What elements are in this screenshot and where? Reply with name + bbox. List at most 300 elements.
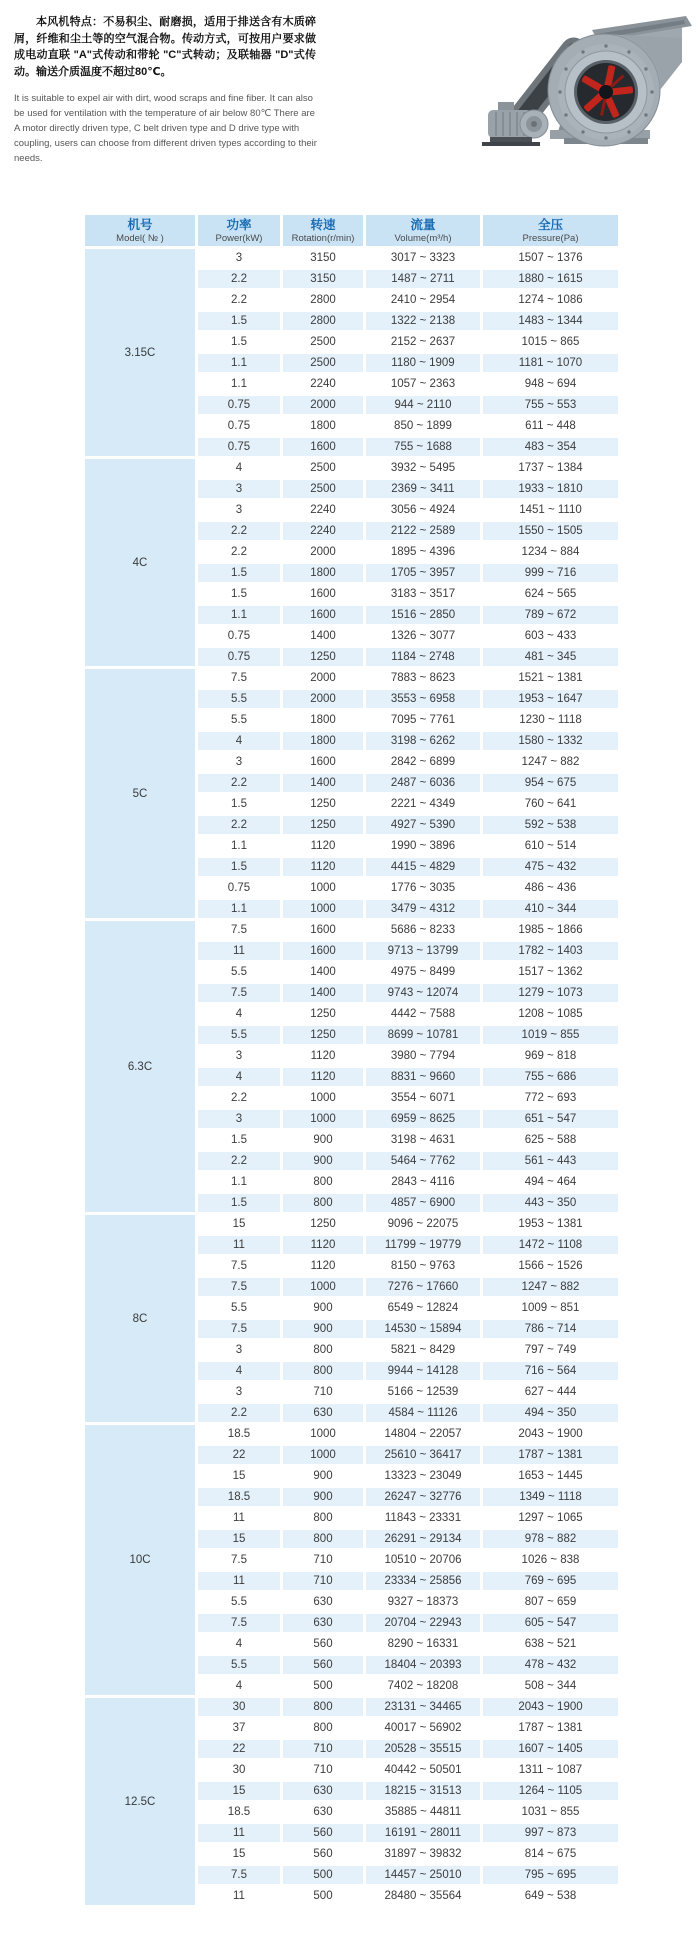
power-cell: 7.5 — [198, 1278, 280, 1296]
spec-row — [85, 459, 618, 477]
pressure-cell: 1247 ~ 882 — [483, 1278, 618, 1296]
power-cell: 1.5 — [198, 795, 280, 813]
power-cell: 2.2 — [198, 291, 280, 309]
power-cell: 5.5 — [198, 711, 280, 729]
power-cell: 1.5 — [198, 1131, 280, 1149]
rotation-cell: 800 — [283, 1509, 363, 1527]
volume-cell: 4975 ~ 8499 — [366, 963, 480, 981]
pressure-cell: 786 ~ 714 — [483, 1320, 618, 1338]
volume-cell: 20704 ~ 22943 — [366, 1614, 480, 1632]
volume-cell: 9944 ~ 14128 — [366, 1362, 480, 1380]
rotation-cell: 900 — [283, 1131, 363, 1149]
power-cell: 5.5 — [198, 963, 280, 981]
volume-cell: 3554 ~ 6071 — [366, 1089, 480, 1107]
volume-cell: 18404 ~ 20393 — [366, 1656, 480, 1674]
power-cell: 2.2 — [198, 816, 280, 834]
volume-cell: 3553 ~ 6958 — [366, 690, 480, 708]
rotation-cell: 1600 — [283, 942, 363, 960]
volume-cell: 8290 ~ 16331 — [366, 1635, 480, 1653]
power-cell: 11 — [198, 1236, 280, 1254]
pressure-cell: 807 ~ 659 — [483, 1593, 618, 1611]
rotation-cell: 1800 — [283, 564, 363, 582]
power-cell: 1.5 — [198, 585, 280, 603]
model-group-8C — [85, 1215, 618, 1422]
volume-cell: 11799 ~ 19779 — [366, 1236, 480, 1254]
volume-cell: 850 ~ 1899 — [366, 417, 480, 435]
volume-cell: 944 ~ 2110 — [366, 396, 480, 414]
pressure-cell: 1019 ~ 855 — [483, 1026, 618, 1044]
rotation-cell: 1400 — [283, 774, 363, 792]
power-cell: 7.5 — [198, 1320, 280, 1338]
volume-cell: 9327 ~ 18373 — [366, 1593, 480, 1611]
volume-cell: 4927 ~ 5390 — [366, 816, 480, 834]
volume-cell: 13323 ~ 23049 — [366, 1467, 480, 1485]
volume-cell: 8699 ~ 10781 — [366, 1026, 480, 1044]
pressure-cell: 1787 ~ 1381 — [483, 1719, 618, 1737]
power-cell: 0.75 — [198, 648, 280, 666]
pressure-cell: 1933 ~ 1810 — [483, 480, 618, 498]
pressure-cell: 1607 ~ 1405 — [483, 1740, 618, 1758]
power-cell: 3 — [198, 1383, 280, 1401]
rotation-cell: 1600 — [283, 921, 363, 939]
volume-cell: 1322 ~ 2138 — [366, 312, 480, 330]
power-cell: 15 — [198, 1782, 280, 1800]
power-cell: 1.5 — [198, 333, 280, 351]
rotation-cell: 1600 — [283, 606, 363, 624]
volume-cell: 2843 ~ 4116 — [366, 1173, 480, 1191]
volume-cell: 1184 ~ 2748 — [366, 648, 480, 666]
pressure-cell: 954 ~ 675 — [483, 774, 618, 792]
rotation-cell: 1000 — [283, 1110, 363, 1128]
power-cell: 11 — [198, 942, 280, 960]
power-cell: 30 — [198, 1761, 280, 1779]
volume-cell: 3980 ~ 7794 — [366, 1047, 480, 1065]
power-cell: 5.5 — [198, 690, 280, 708]
pressure-cell: 1349 ~ 1118 — [483, 1488, 618, 1506]
model-group-5C — [85, 669, 618, 918]
rotation-cell: 2000 — [283, 543, 363, 561]
volume-cell: 26247 ~ 32776 — [366, 1488, 480, 1506]
pressure-cell: 769 ~ 695 — [483, 1572, 618, 1590]
pressure-cell: 475 ~ 432 — [483, 858, 618, 876]
volume-cell: 25610 ~ 36417 — [366, 1446, 480, 1464]
centrifugal-fan-illustration — [446, 8, 698, 150]
model-cell: 8C — [85, 1215, 195, 1422]
rotation-cell: 560 — [283, 1845, 363, 1863]
rotation-cell: 2500 — [283, 480, 363, 498]
pressure-cell: 1521 ~ 1381 — [483, 669, 618, 687]
power-cell: 11 — [198, 1509, 280, 1527]
specs-table — [82, 212, 621, 1908]
rotation-cell: 1250 — [283, 1215, 363, 1233]
rotation-cell: 710 — [283, 1572, 363, 1590]
volume-cell: 14804 ~ 22057 — [366, 1425, 480, 1443]
model-cell: 6.3C — [85, 921, 195, 1212]
spec-row — [85, 669, 618, 687]
volume-cell: 1326 ~ 3077 — [366, 627, 480, 645]
power-cell: 22 — [198, 1446, 280, 1464]
rotation-cell: 3150 — [283, 249, 363, 267]
power-cell: 11 — [198, 1887, 280, 1905]
rotation-cell: 2000 — [283, 396, 363, 414]
pressure-cell: 486 ~ 436 — [483, 879, 618, 897]
volume-cell: 1705 ~ 3957 — [366, 564, 480, 582]
rotation-cell: 1250 — [283, 648, 363, 666]
pressure-cell: 1297 ~ 1065 — [483, 1509, 618, 1527]
pressure-cell: 1208 ~ 1085 — [483, 1005, 618, 1023]
power-cell: 3 — [198, 249, 280, 267]
power-cell: 5.5 — [198, 1299, 280, 1317]
model-group-4C — [85, 459, 618, 666]
pressure-cell: 978 ~ 882 — [483, 1530, 618, 1548]
spec-row — [85, 1425, 618, 1443]
model-group-12.5C — [85, 1698, 618, 1905]
intro-paragraph-zh: 本风机特点：不易积尘、耐磨损，适用于排送含有木质碎屑，纤维和尘土等的空气混合物。传动方式，可按用户要求做成电动直联 "A"式传动和带轮 "C"式转动；及联轴器 "D"式传动。输送介质温度不超过80℃。 — [14, 16, 316, 78]
pressure-cell: 1181 ~ 1070 — [483, 354, 618, 372]
rotation-cell: 800 — [283, 1173, 363, 1191]
volume-cell: 1776 ~ 3035 — [366, 879, 480, 897]
power-cell: 2.2 — [198, 270, 280, 288]
volume-cell: 2152 ~ 2637 — [366, 333, 480, 351]
volume-cell: 2221 ~ 4349 — [366, 795, 480, 813]
volume-cell: 5464 ~ 7762 — [366, 1152, 480, 1170]
volume-cell: 4415 ~ 4829 — [366, 858, 480, 876]
pressure-cell: 1507 ~ 1376 — [483, 249, 618, 267]
pressure-cell: 649 ~ 538 — [483, 1887, 618, 1905]
pressure-cell: 443 ~ 350 — [483, 1194, 618, 1212]
power-cell: 1.1 — [198, 606, 280, 624]
rotation-cell: 1600 — [283, 753, 363, 771]
pressure-cell: 999 ~ 716 — [483, 564, 618, 582]
power-cell: 3 — [198, 1047, 280, 1065]
volume-cell: 3017 ~ 3323 — [366, 249, 480, 267]
rotation-cell: 500 — [283, 1887, 363, 1905]
rotation-cell: 800 — [283, 1194, 363, 1212]
power-cell: 7.5 — [198, 1614, 280, 1632]
model-group-10C — [85, 1425, 618, 1695]
volume-cell: 3183 ~ 3517 — [366, 585, 480, 603]
rotation-cell: 560 — [283, 1656, 363, 1674]
pressure-cell: 1009 ~ 851 — [483, 1299, 618, 1317]
rotation-cell: 1000 — [283, 1278, 363, 1296]
rotation-cell: 1600 — [283, 438, 363, 456]
pressure-cell: 1234 ~ 884 — [483, 543, 618, 561]
rotation-cell: 630 — [283, 1782, 363, 1800]
header-pressure — [483, 215, 618, 246]
rotation-cell: 1250 — [283, 795, 363, 813]
volume-cell: 5686 ~ 8233 — [366, 921, 480, 939]
power-cell: 0.75 — [198, 879, 280, 897]
pressure-cell: 1311 ~ 1087 — [483, 1761, 618, 1779]
volume-cell: 5821 ~ 8429 — [366, 1341, 480, 1359]
model-cell: 3.15C — [85, 249, 195, 456]
pressure-cell: 755 ~ 553 — [483, 396, 618, 414]
header-model — [85, 215, 195, 246]
volume-cell: 3056 ~ 4924 — [366, 501, 480, 519]
power-cell: 11 — [198, 1824, 280, 1842]
pressure-cell: 1787 ~ 1381 — [483, 1446, 618, 1464]
power-cell: 1.1 — [198, 375, 280, 393]
rotation-cell: 800 — [283, 1719, 363, 1737]
rotation-cell: 900 — [283, 1488, 363, 1506]
model-group-3.15C — [85, 249, 618, 456]
pressure-cell: 1274 ~ 1086 — [483, 291, 618, 309]
power-cell: 2.2 — [198, 774, 280, 792]
rotation-cell: 2000 — [283, 669, 363, 687]
rotation-cell: 900 — [283, 1299, 363, 1317]
power-cell: 0.75 — [198, 438, 280, 456]
pressure-cell: 494 ~ 350 — [483, 1404, 618, 1422]
pressure-cell: 795 ~ 695 — [483, 1866, 618, 1884]
power-cell: 15 — [198, 1467, 280, 1485]
header-pressure-en: Pressure(Pa) — [522, 232, 579, 244]
rotation-cell: 710 — [283, 1383, 363, 1401]
volume-cell: 40442 ~ 50501 — [366, 1761, 480, 1779]
rotation-cell: 1000 — [283, 1446, 363, 1464]
rotation-cell: 2500 — [283, 354, 363, 372]
intro-section — [14, 14, 330, 166]
pressure-cell: 716 ~ 564 — [483, 1362, 618, 1380]
volume-cell: 9713 ~ 13799 — [366, 942, 480, 960]
rotation-cell: 710 — [283, 1761, 363, 1779]
power-cell: 7.5 — [198, 1866, 280, 1884]
pressure-cell: 483 ~ 354 — [483, 438, 618, 456]
pressure-cell: 1230 ~ 1118 — [483, 711, 618, 729]
volume-cell: 4857 ~ 6900 — [366, 1194, 480, 1212]
pressure-cell: 1550 ~ 1505 — [483, 522, 618, 540]
power-cell: 0.75 — [198, 417, 280, 435]
volume-cell: 7276 ~ 17660 — [366, 1278, 480, 1296]
header-power-zh: 功率 — [226, 217, 252, 232]
rotation-cell: 1250 — [283, 1026, 363, 1044]
volume-cell: 1516 ~ 2850 — [366, 606, 480, 624]
power-cell: 15 — [198, 1845, 280, 1863]
volume-cell: 18215 ~ 31513 — [366, 1782, 480, 1800]
volume-cell: 9096 ~ 22075 — [366, 1215, 480, 1233]
volume-cell: 2487 ~ 6036 — [366, 774, 480, 792]
pressure-cell: 627 ~ 444 — [483, 1383, 618, 1401]
power-cell: 2.2 — [198, 543, 280, 561]
pressure-cell: 772 ~ 693 — [483, 1089, 618, 1107]
rotation-cell: 1400 — [283, 963, 363, 981]
volume-cell: 3198 ~ 6262 — [366, 732, 480, 750]
rotation-cell: 1000 — [283, 900, 363, 918]
spec-row — [85, 249, 618, 267]
rotation-cell: 2800 — [283, 312, 363, 330]
pressure-cell: 797 ~ 749 — [483, 1341, 618, 1359]
volume-cell: 4442 ~ 7588 — [366, 1005, 480, 1023]
volume-cell: 2842 ~ 6899 — [366, 753, 480, 771]
pressure-cell: 1566 ~ 1526 — [483, 1257, 618, 1275]
rotation-cell: 2000 — [283, 690, 363, 708]
pressure-cell: 1483 ~ 1344 — [483, 312, 618, 330]
pressure-cell: 1279 ~ 1073 — [483, 984, 618, 1002]
rotation-cell: 1400 — [283, 984, 363, 1002]
volume-cell: 2122 ~ 2589 — [366, 522, 480, 540]
power-cell: 3 — [198, 753, 280, 771]
model-cell: 10C — [85, 1425, 195, 1695]
pressure-cell: 508 ~ 344 — [483, 1677, 618, 1695]
pressure-cell: 561 ~ 443 — [483, 1152, 618, 1170]
power-cell: 1.1 — [198, 837, 280, 855]
power-cell: 22 — [198, 1740, 280, 1758]
pressure-cell: 969 ~ 818 — [483, 1047, 618, 1065]
power-cell: 7.5 — [198, 921, 280, 939]
rotation-cell: 560 — [283, 1635, 363, 1653]
pressure-cell: 1782 ~ 1403 — [483, 942, 618, 960]
volume-cell: 1057 ~ 2363 — [366, 375, 480, 393]
volume-cell: 7402 ~ 18208 — [366, 1677, 480, 1695]
power-cell: 7.5 — [198, 1257, 280, 1275]
rotation-cell: 2240 — [283, 375, 363, 393]
pressure-cell: 610 ~ 514 — [483, 837, 618, 855]
rotation-cell: 1400 — [283, 627, 363, 645]
rotation-cell: 2500 — [283, 459, 363, 477]
model-cell: 12.5C — [85, 1698, 195, 1905]
header-pressure-zh: 全压 — [537, 217, 563, 232]
power-cell: 0.75 — [198, 396, 280, 414]
header-rotation — [283, 215, 363, 246]
header-rotation-en: Rotation(r/min) — [291, 232, 355, 244]
header-model-zh: 机号 — [127, 217, 153, 232]
rotation-cell: 710 — [283, 1740, 363, 1758]
header-power-en: Power(kW) — [215, 232, 263, 244]
power-cell: 4 — [198, 1005, 280, 1023]
volume-cell: 3932 ~ 5495 — [366, 459, 480, 477]
volume-cell: 755 ~ 1688 — [366, 438, 480, 456]
model-cell: 4C — [85, 459, 195, 666]
spec-row — [85, 1698, 618, 1716]
rotation-cell: 2800 — [283, 291, 363, 309]
rotation-cell: 630 — [283, 1614, 363, 1632]
power-cell: 3 — [198, 501, 280, 519]
pressure-cell: 1247 ~ 882 — [483, 753, 618, 771]
pressure-cell: 651 ~ 547 — [483, 1110, 618, 1128]
power-cell: 7.5 — [198, 1551, 280, 1569]
pressure-cell: 1880 ~ 1615 — [483, 270, 618, 288]
header-power — [198, 215, 280, 246]
pressure-cell: 592 ~ 538 — [483, 816, 618, 834]
rotation-cell: 800 — [283, 1530, 363, 1548]
pressure-cell: 1517 ~ 1362 — [483, 963, 618, 981]
pressure-cell: 1451 ~ 1110 — [483, 501, 618, 519]
rotation-cell: 900 — [283, 1467, 363, 1485]
rotation-cell: 1800 — [283, 417, 363, 435]
rotation-cell: 1120 — [283, 1236, 363, 1254]
power-cell: 3 — [198, 1110, 280, 1128]
pressure-cell: 760 ~ 641 — [483, 795, 618, 813]
power-cell: 5.5 — [198, 1026, 280, 1044]
volume-cell: 3198 ~ 4631 — [366, 1131, 480, 1149]
rotation-cell: 1120 — [283, 837, 363, 855]
pressure-cell: 638 ~ 521 — [483, 1635, 618, 1653]
pressure-cell: 1015 ~ 865 — [483, 333, 618, 351]
rotation-cell: 1800 — [283, 711, 363, 729]
power-cell: 5.5 — [198, 1593, 280, 1611]
power-cell: 2.2 — [198, 1152, 280, 1170]
rotation-cell: 800 — [283, 1362, 363, 1380]
pressure-cell: 481 ~ 345 — [483, 648, 618, 666]
rotation-cell: 1120 — [283, 858, 363, 876]
volume-cell: 1180 ~ 1909 — [366, 354, 480, 372]
volume-cell: 31897 ~ 39832 — [366, 1845, 480, 1863]
rotation-cell: 800 — [283, 1698, 363, 1716]
power-cell: 37 — [198, 1719, 280, 1737]
volume-cell: 8150 ~ 9763 — [366, 1257, 480, 1275]
pressure-cell: 1985 ~ 1866 — [483, 921, 618, 939]
pressure-cell: 814 ~ 675 — [483, 1845, 618, 1863]
pressure-cell: 1737 ~ 1384 — [483, 459, 618, 477]
volume-cell: 35885 ~ 44811 — [366, 1803, 480, 1821]
volume-cell: 6959 ~ 8625 — [366, 1110, 480, 1128]
power-cell: 1.1 — [198, 900, 280, 918]
power-cell: 1.1 — [198, 354, 280, 372]
volume-cell: 23334 ~ 25856 — [366, 1572, 480, 1590]
pressure-cell: 1953 ~ 1647 — [483, 690, 618, 708]
rotation-cell: 900 — [283, 1152, 363, 1170]
volume-cell: 40017 ~ 56902 — [366, 1719, 480, 1737]
power-cell: 4 — [198, 1068, 280, 1086]
pressure-cell: 410 ~ 344 — [483, 900, 618, 918]
volume-cell: 26291 ~ 29134 — [366, 1530, 480, 1548]
rotation-cell: 2240 — [283, 501, 363, 519]
pressure-cell: 948 ~ 694 — [483, 375, 618, 393]
power-cell: 7.5 — [198, 669, 280, 687]
pressure-cell: 1026 ~ 838 — [483, 1551, 618, 1569]
volume-cell: 28480 ~ 35564 — [366, 1887, 480, 1905]
rotation-cell: 2500 — [283, 333, 363, 351]
volume-cell: 2369 ~ 3411 — [366, 480, 480, 498]
pressure-cell: 1653 ~ 1445 — [483, 1467, 618, 1485]
volume-cell: 9743 ~ 12074 — [366, 984, 480, 1002]
rotation-cell: 1120 — [283, 1257, 363, 1275]
header-row — [85, 215, 618, 246]
rotation-cell: 1120 — [283, 1068, 363, 1086]
intro-paragraph-en: It is suitable to expel air with dirt, wood scraps and fine fiber. It can also be used for ventilation with the temperature of air below 80℃ There are A motor directly driven type, C belt driven type and D drive type with coupling, users can choose from different driven types according to their needs. — [14, 93, 317, 164]
header-model-en: Model( № ) — [116, 232, 164, 244]
pressure-cell: 603 ~ 433 — [483, 627, 618, 645]
volume-cell: 10510 ~ 20706 — [366, 1551, 480, 1569]
fan-product-image — [446, 8, 698, 150]
model-group-6.3C — [85, 921, 618, 1212]
volume-cell: 1990 ~ 3896 — [366, 837, 480, 855]
power-cell: 4 — [198, 1362, 280, 1380]
power-cell: 1.5 — [198, 564, 280, 582]
volume-cell: 1895 ~ 4396 — [366, 543, 480, 561]
volume-cell: 5166 ~ 12539 — [366, 1383, 480, 1401]
pressure-cell: 1472 ~ 1108 — [483, 1236, 618, 1254]
pressure-cell: 755 ~ 686 — [483, 1068, 618, 1086]
rotation-cell: 1600 — [283, 585, 363, 603]
volume-cell: 1487 ~ 2711 — [366, 270, 480, 288]
model-cell: 5C — [85, 669, 195, 918]
rotation-cell: 630 — [283, 1593, 363, 1611]
spec-row — [85, 1215, 618, 1233]
volume-cell: 7095 ~ 7761 — [366, 711, 480, 729]
rotation-cell: 1250 — [283, 816, 363, 834]
power-cell: 4 — [198, 732, 280, 750]
power-cell: 4 — [198, 459, 280, 477]
rotation-cell: 900 — [283, 1320, 363, 1338]
specs-table-header — [85, 215, 618, 246]
header-rotation-zh: 转速 — [310, 217, 336, 232]
volume-cell: 6549 ~ 12824 — [366, 1299, 480, 1317]
power-cell: 2.2 — [198, 1404, 280, 1422]
power-cell: 1.5 — [198, 1194, 280, 1212]
rotation-cell: 630 — [283, 1803, 363, 1821]
rotation-cell: 500 — [283, 1866, 363, 1884]
pressure-cell: 611 ~ 448 — [483, 417, 618, 435]
